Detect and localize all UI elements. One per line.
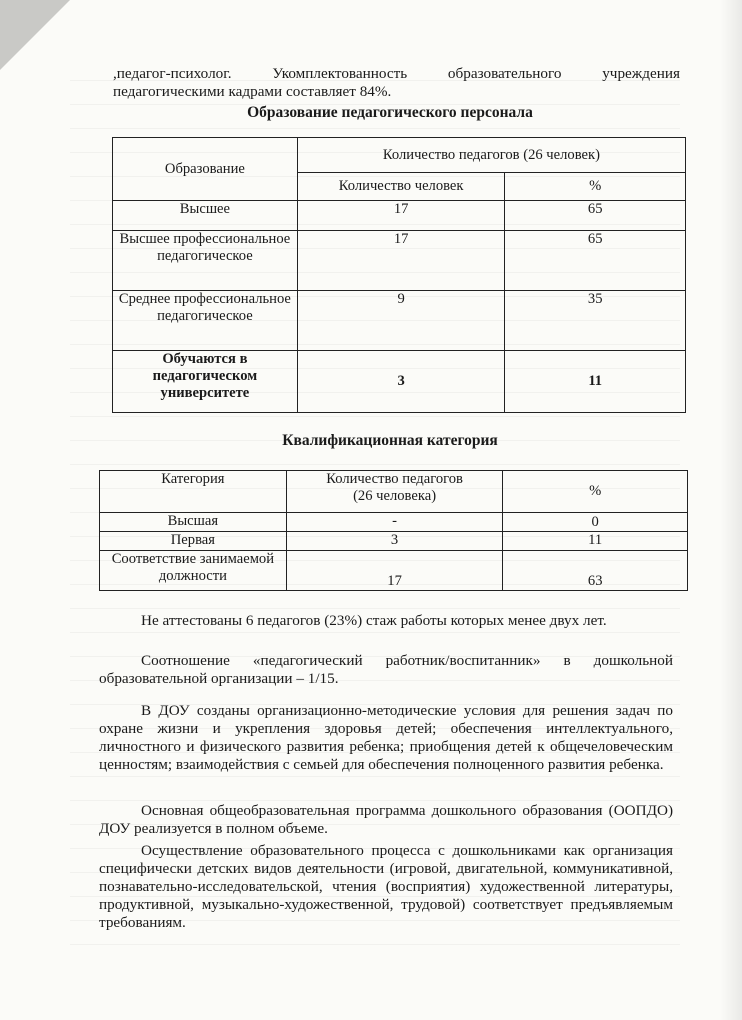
table-row: [100, 513, 688, 532]
table-row: [113, 231, 686, 291]
table-cell: Обучаются в педагогическом университете: [113, 351, 298, 413]
table-cell: 17: [297, 201, 505, 231]
table-cell: Высшее профессиональное педагогическое: [113, 231, 298, 291]
qualification-header-percent: %: [503, 471, 688, 513]
table-cell: 3: [286, 532, 503, 551]
table-row: [113, 291, 686, 351]
table-row: [113, 201, 686, 231]
table-cell: 3: [297, 351, 505, 413]
table-cell: 63: [503, 551, 688, 591]
table-cell: Среднее профессиональное педагогическое: [113, 291, 298, 351]
table-cell: 11: [503, 532, 688, 551]
table-cell: Высшая: [100, 513, 287, 532]
paragraph-not-certified: Не аттестованы 6 педагогов (23%) стаж работы которых менее двух лет.: [141, 612, 607, 629]
table-cell: 9: [297, 291, 505, 351]
qualification-table-title: Квалификационная категория: [282, 432, 498, 449]
paragraph-process: Осуществление образовательного процесса с дошкольниками как организация специфически детских видов деятельности (игровой, двигательной, коммуникативной, познавательно-исследовательской, чтения (восприятия) художественной литературы, продуктивной, музыкально-художественной, трудовой) соответствует предъявляемым требованиям.: [99, 842, 673, 931]
table-cell: Высшее: [113, 201, 298, 231]
education-table: [112, 137, 686, 413]
table-row: [100, 551, 688, 591]
qualification-header-count: [286, 471, 503, 513]
qualification-header-category: Категория: [100, 471, 287, 513]
table-cell: 0: [503, 513, 688, 532]
table-cell: 65: [505, 201, 686, 231]
table-cell: 35: [505, 291, 686, 351]
page-edge-shadow: [720, 0, 742, 1020]
header-line: Количество педагогов: [326, 471, 463, 487]
table-row: [100, 532, 688, 551]
table-cell: 17: [286, 551, 503, 591]
education-header-percent: %: [505, 173, 686, 201]
education-header-count: Количество педагогов (26 человек): [297, 138, 685, 173]
table-cell: 65: [505, 231, 686, 291]
paragraph-conditions: В ДОУ созданы организационно-методические условия для решения задач по охране жизни и укрепления здоровья детей; обеспечения интеллектуального, личностного и физического развития ребенка; приобщения детей к общечеловеческим ценностям; взаимодействия с семьей для обеспечения полноценного развития ребенка.: [99, 702, 673, 773]
paragraph-ratio: Соотношение «педагогический работник/воспитанник» в дошкольной образовательной организации – 1/15.: [99, 652, 673, 687]
table-cell: Первая: [100, 532, 287, 551]
education-header-people: Количество человек: [297, 173, 505, 201]
paragraph-program: Основная общеобразовательная программа дошкольного образования (ООПДО) ДОУ реализуется в полном объеме.: [99, 802, 673, 837]
table-cell: 17: [297, 231, 505, 291]
intro-line-1: ,педагог-психолог. Укомплектованность образовательного учреждения: [113, 65, 680, 82]
table-cell: Соответствие занимаемой должности: [100, 551, 287, 591]
table-cell: 11: [505, 351, 686, 413]
education-table-title: Образование педагогического персонала: [247, 104, 533, 121]
intro-line-2: педагогическими кадрами составляет 84%.: [113, 83, 392, 100]
table-row: [113, 351, 686, 413]
header-line: (26 человека): [353, 488, 437, 504]
qualification-table: [99, 470, 688, 591]
education-header-education: Образование: [113, 138, 298, 201]
table-cell: -: [286, 513, 503, 532]
folded-corner: [0, 0, 70, 70]
